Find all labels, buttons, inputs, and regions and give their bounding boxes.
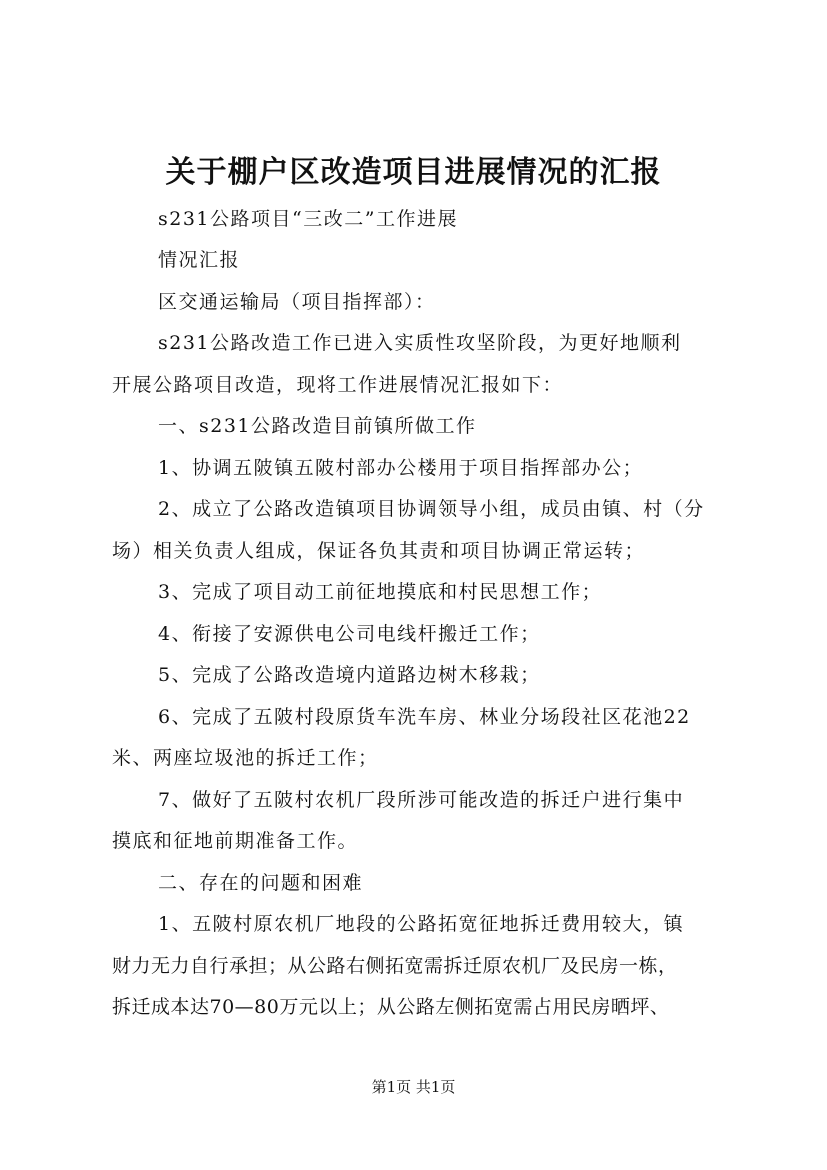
text-line: s231公路改造工作已进入实质性攻坚阶段，为更好地顺利 (158, 332, 682, 354)
text-line: 开展公路项目改造，现将工作进展情况汇报如下： (112, 374, 564, 396)
page-footer: 第1页 共1页 (371, 1078, 456, 1096)
text-line: 场）相关负责人组成，保证各负其责和项目协调正常运转； (112, 540, 646, 562)
section-heading: 一、s231公路改造目前镇所做工作 (158, 415, 477, 437)
text-line: 5、完成了公路改造境内道路边树木移栽； (158, 664, 541, 686)
text-line: s231公路项目“三改二”工作进展 (158, 208, 458, 230)
text-line: 摸底和征地前期准备工作。 (112, 830, 359, 852)
text-line: 拆迁成本达70—80万元以上；从公路左侧拓宽需占用民房晒坪、 (112, 996, 670, 1018)
text-line: 财力无力自行承担；从公路右侧拓宽需拆迁原农机厂及民房一栋， (112, 955, 678, 977)
text-line: 米、两座垃圾池的拆迁工作； (112, 747, 379, 769)
text-line: 1、协调五陂镇五陂村部办公楼用于项目指挥部办公； (158, 457, 644, 479)
text-line: 7、做好了五陂村农机厂段所涉可能改造的拆迁户进行集中 (158, 789, 685, 811)
text-line: 6、完成了五陂村段原货车洗车房、林业分场段社区花池22 (158, 706, 691, 728)
document-title: 关于棚户区改造项目进展情况的汇报 (165, 155, 662, 190)
text-line: 3、完成了项目动工前征地摸底和村民思想工作； (158, 581, 603, 603)
text-line: 4、衔接了安源供电公司电线杆搬迁工作； (158, 623, 541, 645)
text-line: 2、成立了公路改造镇项目协调领导小组，成员由镇、村（分 (158, 498, 705, 520)
text-line: 1、五陂村原农机厂地段的公路拓宽征地拆迁费用较大，镇 (158, 913, 685, 935)
text-line: 区交通运输局（项目指挥部）： (158, 291, 436, 313)
text-line: 情况汇报 (158, 249, 241, 271)
section-heading: 二、存在的问题和困难 (158, 872, 364, 894)
